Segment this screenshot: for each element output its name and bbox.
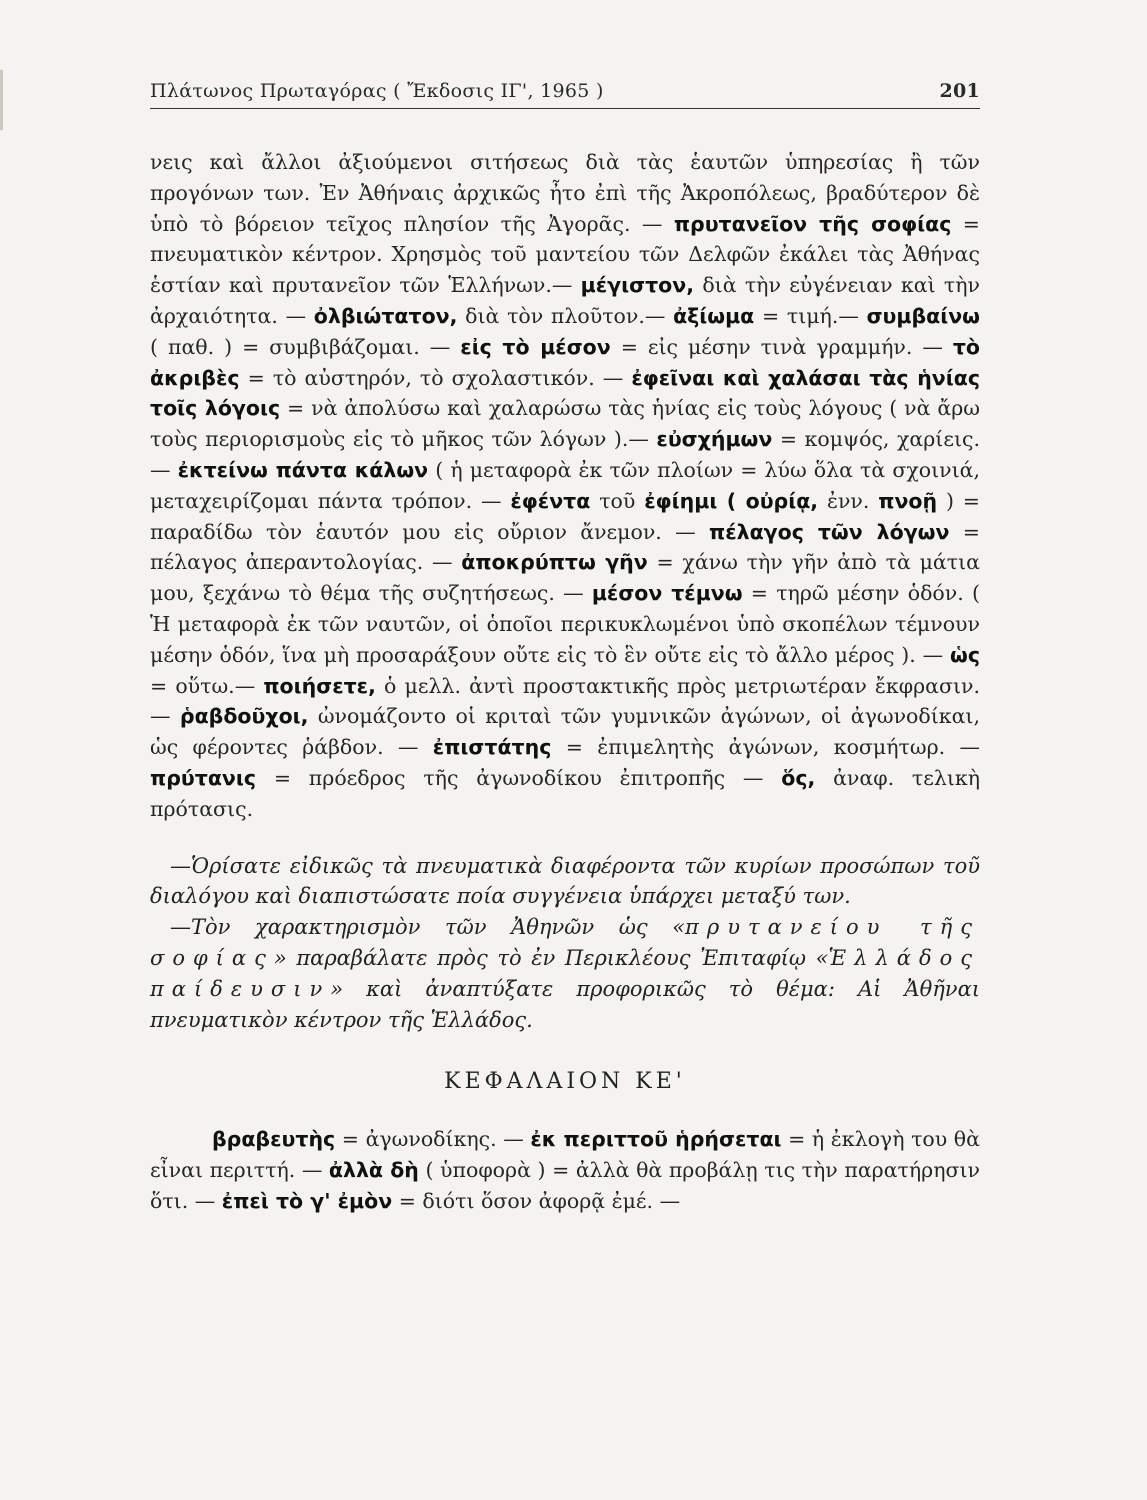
exercise-2-quote-2: Ἑλλάδος παίδευσιν (150, 945, 980, 1001)
gloss-text: = πέλαγος ἀπεραντολογίας. — (150, 519, 980, 575)
lemma-term: ἐκ περιττοῦ ἡρήσεται (530, 1127, 782, 1152)
gloss-text: = ἡ ἐκλογὴ του θὰ εἶναι περιττή. — (150, 1127, 980, 1183)
gloss-text: = οὕτω.— (150, 673, 264, 698)
lemma-term: ὀλβιώτατον, (313, 303, 458, 328)
gloss-text: = ἐπιμελητὴς ἀγώνων, κοσμήτωρ. — (551, 735, 980, 760)
gloss-text: = χάνω τὴν γῆν ἀπὸ τὰ μάτια μου, ξεχάνω τὸ θέμα τῆς συζητήσεως. — (150, 550, 980, 606)
lemma-term: τὸ ἀκριβὲς (150, 334, 981, 390)
gloss-text: ( ὑποφορὰ ) = ἀλλὰ θὰ προβάλῃ τις τὴν παρατήρησιν ὅτι. — (150, 1158, 981, 1213)
gloss-text: ( ἡ μεταφορὰ ἐκ τῶν πλοίων = λύω ὅλα τὰ σχοινιά, μεταχειρίζομαι πάντα τρόπον. — (150, 457, 981, 513)
lemma-term: ἀποκρύπτω γῆν (461, 550, 648, 575)
scan-edge-mark (0, 70, 3, 130)
lemma-term: ἐπιστάτης (432, 735, 552, 760)
gloss-text: ὠνομάζοντο οἱ κριταὶ τῶν γυμνικῶν ἀγώνων, οἱ ἀγωνοδίκαι, ὡς φέροντες ῥάβδον. — (150, 704, 980, 760)
lemma-term: πρυτανεῖον τῆς σοφίας (673, 211, 952, 236)
lemma-term: μέγιστον, (580, 273, 695, 298)
chapter-title: ΚΕΦΑΛΑΙΟΝ ΚΕ' (444, 1069, 686, 1095)
gloss-text: νεις καὶ ἄλλοι ἀξιούμενοι σιτήσεως διὰ τὰς ἑαυτῶν ὑπηρεσίας ἢ τῶν προγόνων των. Ἐν Ἀθήναις ἀρχικῶς ἦτο ἐπὶ τῆς Ἀκροπόλεως, βραδύτερον δὲ ὑπὸ τὸ βόρειον τεῖχος πλησίον τῆς Ἀγορᾶς. — (150, 150, 980, 236)
commentary-paragraph (150, 147, 980, 825)
gloss-text: ( παθ. ) = συμβιβάζομαι. — (150, 334, 461, 359)
lemma-term: ἐκτείνω πάντα κάλων (177, 457, 429, 482)
gloss-text: = τὸ αὐστηρόν, τὸ σχολαστικόν. — (239, 365, 632, 390)
gloss-text: = διότι ὅσον ἀφορᾷ ἐμέ. — (392, 1188, 681, 1213)
lemma-term: εὐσχήμων (656, 427, 773, 452)
lemma-term: ποιήσετε, (263, 673, 376, 698)
lemma-term: πρύτανις (150, 765, 257, 790)
lemma-term: εἰς τὸ μέσον (460, 334, 611, 359)
gloss-text: ) = παραδίδω τὸν ἑαυτόν μου εἰς οὔριον ἄνεμον. — (150, 488, 980, 544)
lemma-term: συμβαίνω (866, 303, 980, 328)
gloss-text: ὁ μελλ. ἀντὶ προστακτικῆς πρὸς μετριωτέραν ἔκφρασιν. — (150, 673, 980, 729)
exercises (150, 851, 980, 1036)
lemma-term: ἀξίωμα (673, 303, 755, 328)
lemma-term: ὡς (950, 642, 980, 667)
gloss-text: = νὰ ἀπολύσω καὶ χαλαρώσω τὰς ἡνίας εἰς τοὺς λόγους ( νὰ ἄρω τοὺς περιορισμοὺς εἰς τὸ μῆκος τῶν λόγων ).— (150, 396, 980, 452)
lemma-term: ὅς, (781, 765, 816, 790)
exercise-1: —Ὁρίσατε εἰδικῶς τὰ πνευματικὰ διαφέροντα τῶν κυρίων προσώπων τοῦ διαλόγου καὶ διαπιστώσατε ποία συγγένεια ὑπάρχει μεταξύ των. (150, 853, 980, 909)
gloss-text: διὰ τὴν εὐγένειαν καὶ τὴν ἀρχαιότητα. — (150, 273, 980, 328)
lemma-term: ἐφέντα (510, 488, 591, 513)
lemma-term: ἐφίημι ( οὐρίᾳ, (644, 488, 819, 513)
lemma-term: ἐπεὶ τὸ γ' ἐμὸν (221, 1188, 393, 1213)
lemma-term: ἀλλὰ δὴ (328, 1158, 419, 1183)
gloss-text: = εἰς μέσην τινὰ γραμμήν. — (610, 334, 953, 359)
lemma-term: πέλαγος τῶν λόγων (709, 519, 950, 544)
gloss-text: = τηρῶ μέσην ὁδόν. ( Ἡ μεταφορὰ ἐκ τῶν ναυτῶν, οἱ ὁποῖοι περικυκλωμένοι ὑπὸ σκοπέλων τέμνουν μέσην ὁδόν, ἵνα μὴ προσαράξουν οὔτε εἰς τὸ ἓν οὔτε εἰς τὸ ἄλλο μέρος ). — (150, 581, 980, 667)
exercise-2 (150, 912, 980, 1035)
book-page (150, 80, 980, 1420)
lemma-term: ἐφεῖναι καὶ χαλάσαι τὰς ἡνίας τοῖς λόγοις (150, 365, 980, 421)
lemma-term: μέσον τέμνω (591, 581, 743, 606)
lemma-term: ῥαβδοῦχοι, (179, 704, 309, 729)
gloss-text: ἐνν. (818, 488, 879, 513)
lemma-term: βραβευτὴς (212, 1127, 336, 1152)
gloss-text: διὰ τὸν πλοῦτον.— (457, 303, 674, 328)
gloss-text: τοῦ (590, 488, 645, 513)
running-title: Πλάτωνος Πρωταγόρας ( Ἔκδοσις ΙΓ', 1965 ) (150, 80, 604, 102)
gloss-text: ἀναφ. τελικὴ πρότασις. (150, 765, 980, 821)
lemma-term: πνοῇ (878, 488, 938, 513)
exercise-2-middle: » παραβάλατε πρὸς τὸ ἐν Περικλέους Ἐπιταφίῳ « (273, 945, 829, 970)
running-head (150, 80, 980, 109)
page-number: 201 (939, 80, 980, 102)
gloss-text: = πνευματικὸν κέντρον. Χρησμὸς τοῦ μαντείου τῶν Δελφῶν ἐκάλει τὰς Ἀθήνας ἑστίαν καὶ πρυτανεῖον τῶν Ἑλλήνων.— (150, 211, 980, 298)
gloss-text: = ἀγωνοδίκης. — (335, 1127, 531, 1152)
exercise-2-intro: —Τὸν χαρακτηρισμὸν τῶν Ἀθηνῶν ὡς « (170, 915, 686, 940)
gloss-text: = τιμή.— (754, 303, 867, 328)
chapter-commentary (150, 1124, 980, 1216)
exercise-2-quote-1: πρυτανείου τῆς σοφίας (150, 915, 980, 970)
gloss-text: = κομψός, χαρίεις.— (150, 427, 980, 482)
exercise-2-end: » καὶ ἀναπτύξατε προφορικῶς τὸ θέμα: Αἱ Ἀθῆναι πνευματικὸν κέντρον τῆς Ἑλλάδος. (150, 976, 980, 1032)
gloss-text: = πρόεδρος τῆς ἀγωνοδίκου ἐπιτροπῆς — (256, 765, 782, 790)
